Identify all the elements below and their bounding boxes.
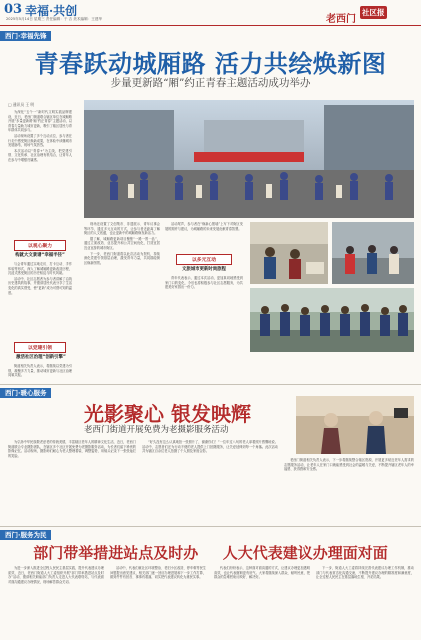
page-header bbox=[0, 0, 421, 26]
article-col-3b bbox=[165, 276, 243, 352]
section-bar: 西门·幸福先锋 bbox=[0, 31, 51, 41]
header-rule bbox=[0, 25, 421, 26]
article-col-1 bbox=[8, 110, 72, 234]
paragraph: 下一步，街道人大工委将持续完善代表建议办理工作机制，推动部门与代表常态化沟通交流，不断提升建议办理的精准度和满意度，让全过程人民民主在基层落地生根、开花结果。 bbox=[316, 566, 414, 580]
article-col-1c bbox=[8, 364, 72, 382]
section3-headline bbox=[0, 542, 421, 563]
event-photo-small-3 bbox=[250, 288, 414, 352]
article-col-1b bbox=[8, 262, 72, 342]
main-headline: 青春跃动城厢路 活力共绘焕新图 bbox=[34, 49, 387, 78]
masthead: 老西门 bbox=[326, 14, 356, 25]
subhead-title: 构就大文景谱“幸福半径” bbox=[15, 253, 65, 258]
byline: □ 通讯员 王 明 bbox=[8, 102, 35, 107]
section2-col-1 bbox=[8, 440, 136, 522]
section2-subheadline: 老西门街道开展免费为老摄影服务活动 bbox=[84, 425, 229, 435]
event-photo-small-1 bbox=[250, 222, 328, 284]
subhead-box: 以党建引领 bbox=[14, 342, 66, 353]
paragraph: 活动中，社区志愿者为参与者讲解了沿线历史建筑的故事，并邀请居民代表分享了生活变化的真实感受，使“更新”成为可感可知的温度。 bbox=[8, 276, 72, 295]
elder-photo-graphic bbox=[296, 396, 414, 454]
section3-col-1 bbox=[8, 566, 104, 636]
section2-headline: 光影聚心 银发映辉 bbox=[84, 402, 251, 426]
paragraph: 下一步，老西门街道将以此次活动为契机，持续深化党建引领基层治理，激发青年力量，共同描绘街区焕新图景。 bbox=[84, 251, 160, 265]
paragraph: 为进一步深入推进全过程人民民主基层实践，提升代表建议办理质效，近日，老西门街道人大工委组织开展“部门带举措进站点及时办”活动，邀请相关职能部门负责人走进人大代表联络站，与代表面对面沟通建议办理情况，现场解答群众关切。 bbox=[8, 566, 104, 584]
event-photo-graphic bbox=[332, 222, 414, 284]
section3-col-2 bbox=[110, 566, 206, 636]
section2-col-2 bbox=[142, 440, 278, 522]
section2-col-3 bbox=[284, 458, 414, 522]
date-line: 2025年5月14日 星期三 责任编辑：于 吉 美术编辑：王建华 bbox=[6, 17, 103, 21]
page-number: 03 bbox=[4, 2, 23, 17]
subhead-box: 以多元互动 bbox=[176, 254, 232, 265]
section-divider bbox=[0, 526, 421, 527]
article-col-3 bbox=[165, 222, 243, 250]
event-photo-main bbox=[84, 100, 414, 218]
subhead-box: 以观心聚力 bbox=[14, 240, 66, 251]
section-divider bbox=[0, 384, 421, 385]
section3-col-3 bbox=[214, 566, 310, 636]
subhead-title: 激活社区治理“创新引擎” bbox=[16, 355, 66, 360]
event-photo-graphic bbox=[250, 222, 328, 284]
paragraph: 代表们纷纷表示，这种面对面沟通的方式，让建议办理更加透明高效，也让代表履职更有底气。大家将继续深入群众、倾听民意，把群众的急难愁盼反映好、解决好。 bbox=[214, 566, 310, 580]
paragraph: 青年代表表示，通过本次活动，更加真切地感受到家门口的变化，今后也将积极参与社区志愿服务，为共建美好家园出一份力。 bbox=[165, 276, 243, 290]
event-photo-small-2 bbox=[332, 222, 414, 284]
paragraph: 据了解，城厢路更新项目聚焦“一路一景一品”，通过立面改造、业态提升和公共空间优化，打造宜居宜业宜游的城市街区。 bbox=[84, 236, 160, 250]
paragraph: “好久没有这么认真地拍一张照片了，谢谢你们！”一位年过八旬的老人拿着照片感慨地说。活动中，志愿者们还为行动不便的老人提供上门拍摄服务，让关爱延伸到每一个角落。此次活动共为辖区百余位老人拍摄了个人照及家庭合影。 bbox=[142, 440, 278, 454]
elder-photo bbox=[296, 396, 414, 454]
paragraph: 为弘扬中华民族敬老爱老的传统美德，丰富辖区老年人的精神文化生活，近日，老西门街道联合专业摄影团队，在辖区多个社区开展免费为老摄影服务活动，为长者们留下珍贵的影像记忆。活动现场，摄影师们耐心为老人整理着装、调整姿势，用镜头记录下一张张灿烂的笑脸。 bbox=[8, 440, 136, 458]
section3-headline-right: 人大代表建议办理面对面 bbox=[222, 544, 388, 562]
paragraph: 与会青年通过实地走访、打卡互动、手作体验等形式，深入了解城厢路更新改造历程，沉浸式感受街区的历史积淀与时代风貌。 bbox=[8, 262, 72, 276]
masthead-badge: 社区报 bbox=[362, 8, 385, 17]
article-col-2 bbox=[84, 222, 160, 352]
section-title: 幸福·共创 bbox=[25, 4, 78, 18]
section-bar: 西门·服务为民 bbox=[0, 530, 51, 540]
event-photo-graphic bbox=[84, 100, 414, 218]
paragraph: 活动现场设置了多个互动点位，参与者在行走中感受街区焕新成果，在体验中读懂城市发展脉络，现场气氛热烈。 bbox=[8, 133, 72, 148]
paragraph: 老西门街道相关负责人表示，下一步将继续整合辖区资源，开展更多贴近老年人需求的志愿服务活动，让老年人在家门口就能感受到社会的温暖与关爱，不断提升辖区老年人的幸福感、获得感和安全感。 bbox=[284, 458, 414, 472]
event-photo-graphic bbox=[250, 288, 414, 352]
paragraph: 现场还设置了文创集市、非遗展示、青年议事会等环节，通过多元互动的方式，让参与者近距离了解街区的人文底蕴，也让更新中的城厢路焕发新活力。 bbox=[84, 222, 160, 236]
paragraph: 活动尾声，参与者在“焕新心愿墙”上写下对街区发展的期许与建议，为城厢路的未来发展贡献青春智慧。 bbox=[165, 222, 243, 231]
subhead-title: 文旅城市更新时尚旅程 bbox=[182, 267, 226, 272]
paragraph: 为深化“五个一”新时代文明实践品牌建设，近日，老西门街道联合辖区单位在城厢路开展“步量更新路‘厢’约正青春”主题活动，以青春力量助力城市更新，吸引了辖区居民与青年群体共同参与。 bbox=[8, 110, 72, 133]
section3-col-4 bbox=[316, 566, 414, 636]
main-subheadline: 步量更新路“厢”约正青春主题活动成功举办 bbox=[110, 77, 311, 89]
paragraph: 本次活动以“青春+”为主线，把党建引领、文化传承、社区治理有机结合，让青年人在参与中增强归属感。 bbox=[8, 148, 72, 162]
paragraph: 活动中，代表们就社区环境整治、老旧小区改造、停车难等民生问题提出意见建议，相关部门逐一回应办理进展和下一步工作打算，做到件件有回音、事事有着落，切实把代表建议转化为惠民实事。 bbox=[110, 566, 206, 580]
section-bar: 西门·暖心服务 bbox=[0, 388, 51, 398]
section3-headline-left: 部门带举措进站点及时办 bbox=[33, 544, 199, 562]
paragraph: 街道相关负责人表示，将继续以党建为引领，凝聚多方力量，推动城市更新与社区治理同频共振。 bbox=[8, 364, 72, 378]
